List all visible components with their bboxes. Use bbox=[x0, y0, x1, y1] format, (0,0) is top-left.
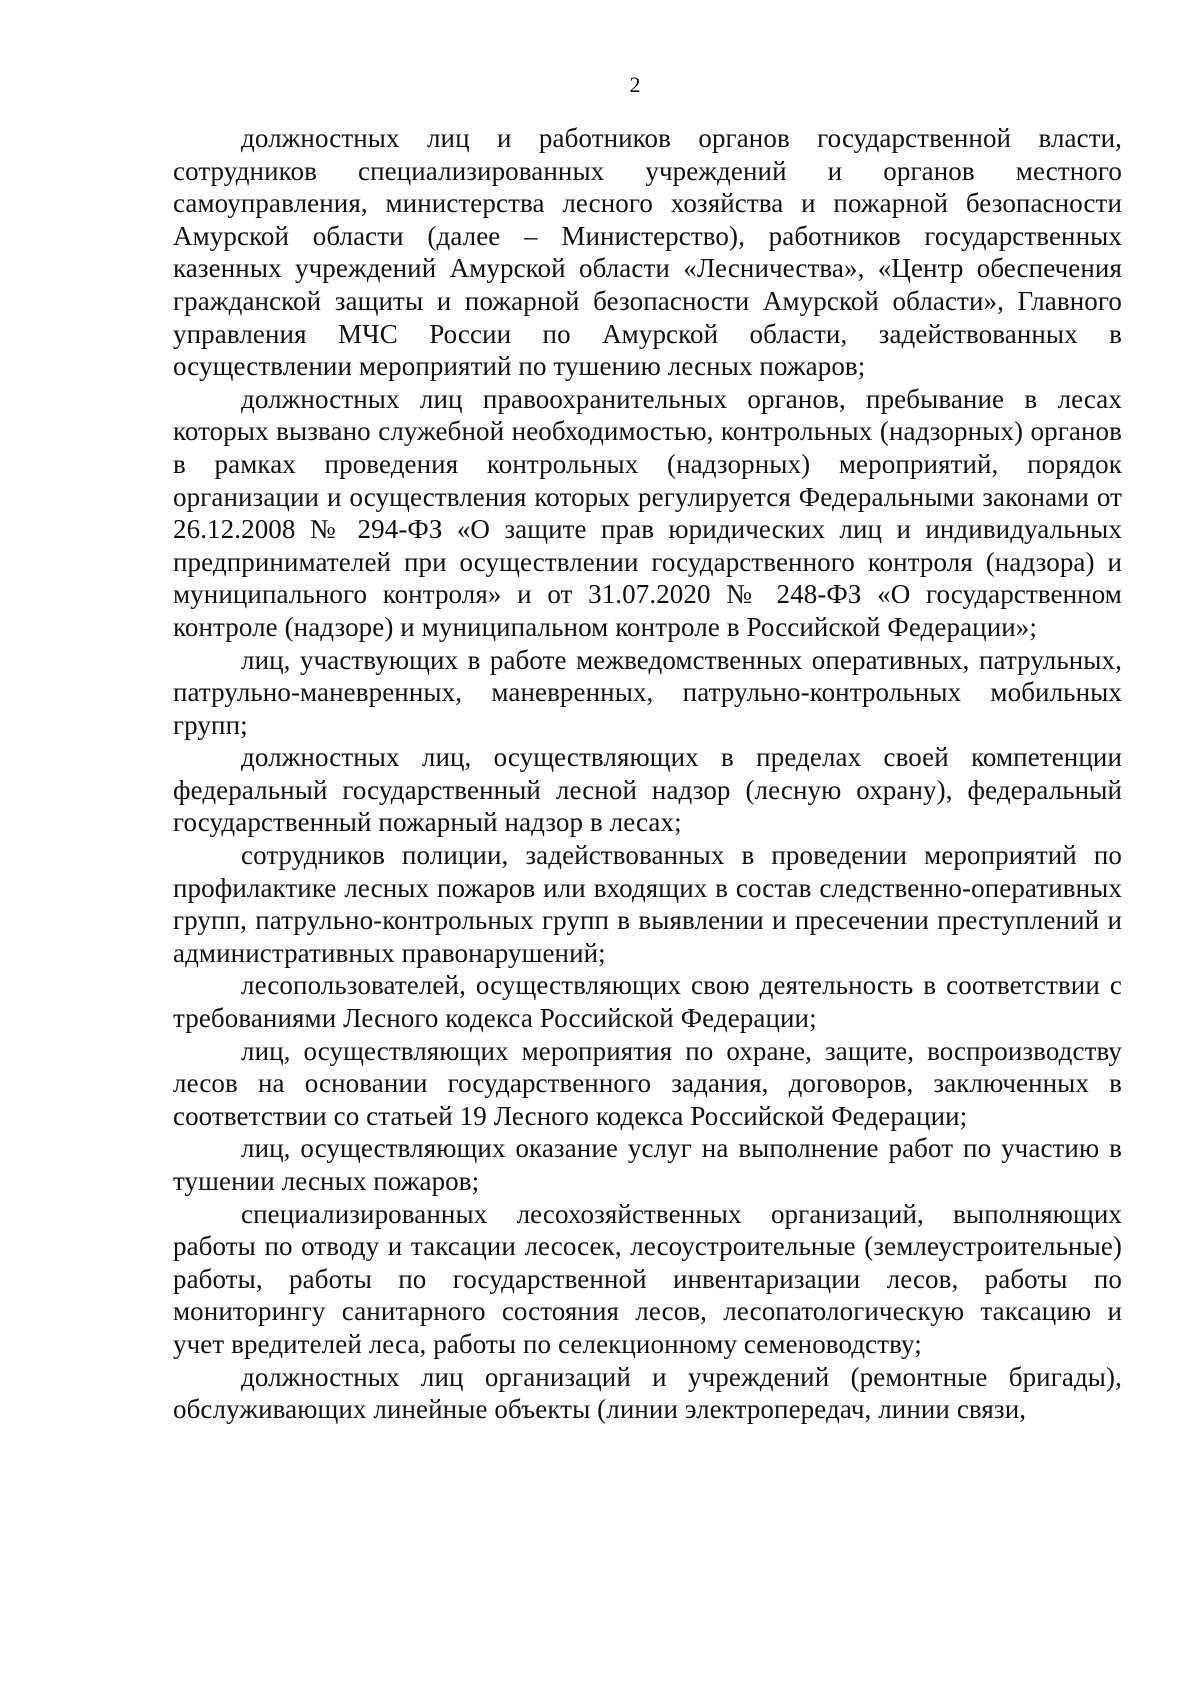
paragraph-mobile-groups: лиц, участвующих в работе межведомственных оперативных, патрульных, патрульно-маневренных, маневренных, патрульно-контрольных мобильных групп; bbox=[173, 644, 1122, 740]
page-number: 2 bbox=[629, 72, 641, 97]
paragraph-government-officials: должностных лиц и работников органов государственной власти, сотрудников специализированных учреждений и органов местного самоуправления, министерства лесного хозяйства и пожарной безопасности Амурской области (далее – Министерство), работников государственных казенных учреждений Амурской области «Лесничества», «Центр обеспечения гражданской защиты и пожарной безопасности Амурской области», Главного управления МЧС России по Амурской области, задействованных в осуществлении мероприятий по тушению лесных пожаров; bbox=[173, 123, 1122, 382]
paragraph-forest-protection: лиц, осуществляющих мероприятия по охране, защите, воспроизводству лесов на основании государственного задания, договоров, заключенных в соответствии со статьей 19 Лесного кодекса Российской Федерации; bbox=[173, 1035, 1122, 1131]
paragraph-police-officers: сотрудников полиции, задействованных в проведении мероприятий по профилактике лесных пожаров или входящих в состав следственно-оперативных групп, патрульно-контрольных групп в выявлении и пресечении преступлений и административных правонарушений; bbox=[173, 840, 1122, 968]
document-body bbox=[173, 122, 1122, 1426]
paragraph-specialized-organizations: специализированных лесохозяйственных организаций, выполняющих работы по отводу и таксации лесосек, лесоустроительные (землеустроительные) работы, работы по государственной инвентаризации лесов, работы по мониторингу санитарного состояния лесов, лесопатологическую таксацию и учет вредителей леса, работы по селекционному семеноводству; bbox=[173, 1198, 1122, 1359]
paragraph-forest-users: лесопользователей, осуществляющих свою деятельность в соответствии с требованиями Лесного кодекса Российской Федерации; bbox=[173, 970, 1122, 1034]
paragraph-firefighting-services: лиц, осуществляющих оказание услуг на выполнение работ по участию в тушении лесных пожаров; bbox=[173, 1133, 1122, 1196]
paragraph-forest-supervision: должностных лиц, осуществляющих в пределах своей компетенции федеральный государственный лесной надзор (лесную охрану), федеральный государственный пожарный надзор в лесах; bbox=[173, 742, 1122, 838]
paragraph-line-maintenance: должностных лиц организаций и учреждений (ремонтные бригады), обслуживающих линейные объекты (линии электропередач, линии связи, bbox=[173, 1361, 1122, 1425]
paragraph-law-enforcement-officials: должностных лиц правоохранительных органов, пребывание в лесах которых вызвано служебной необходимостью, контрольных (надзорных) органов в рамках проведения контрольных (надзорных) мероприятий, порядок организации и осуществления которых регулируется Федеральными законами от 26.12.2008 № 294-ФЗ «О защите прав юридических лиц и индивидуальных предпринимателей при осуществлении государственного контроля (надзора) и муниципального контроля» и от 31.07.2020 № 248-ФЗ «О государственном контроле (надзоре) и муниципальном контроле в Российской Федерации»; bbox=[173, 383, 1122, 642]
